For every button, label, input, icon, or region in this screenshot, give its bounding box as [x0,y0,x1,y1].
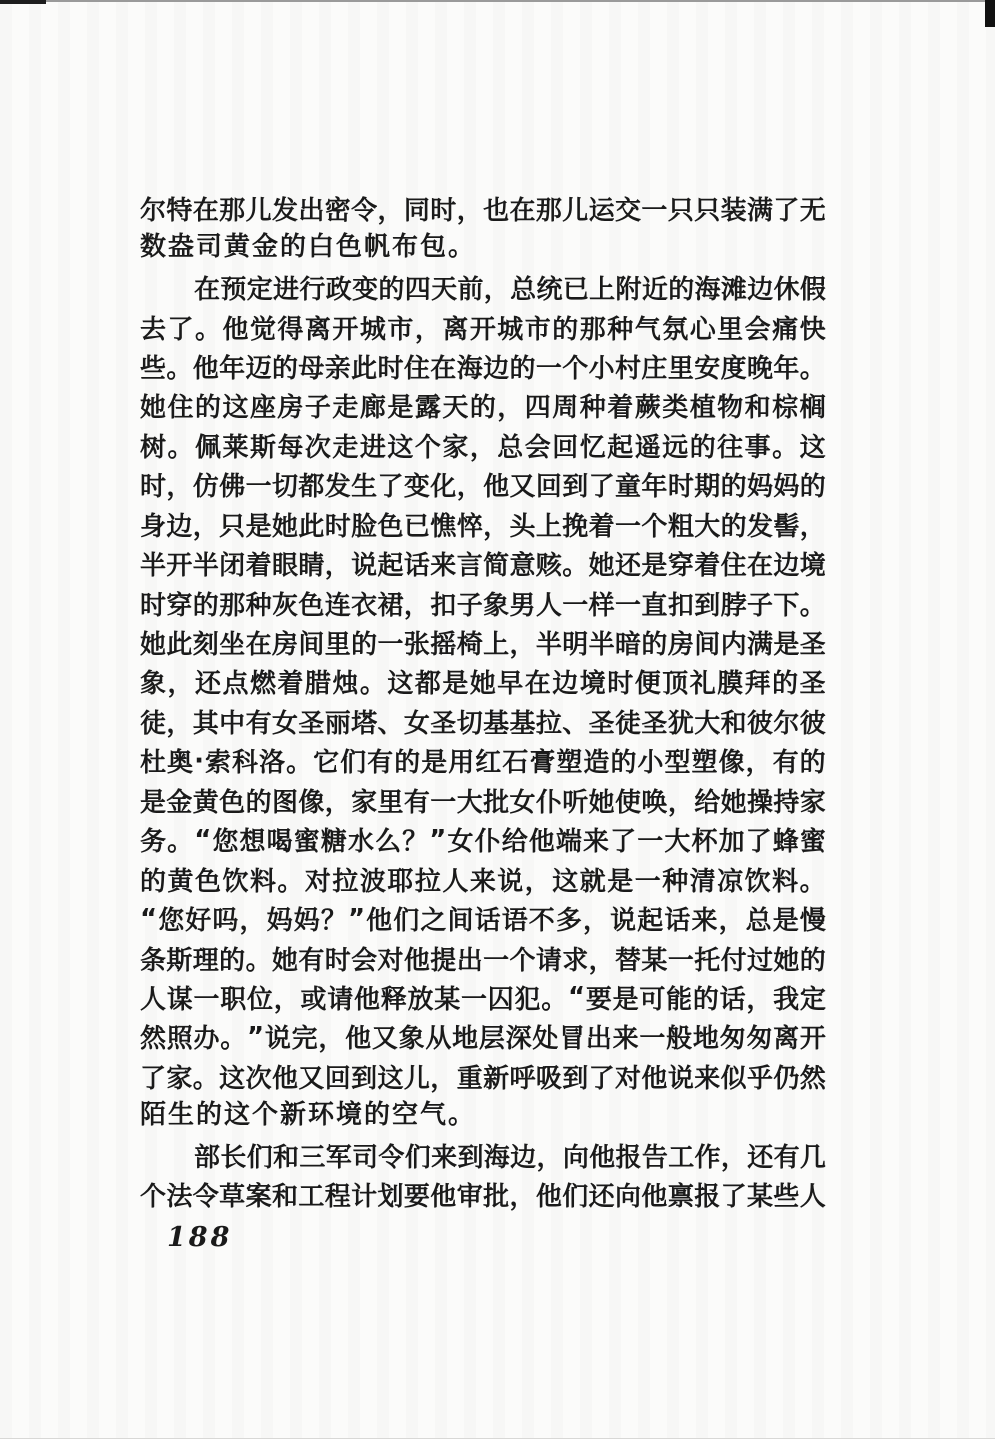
text-line: 人 谋 一 职 位 ， 或 请 他 释 放 某 一 囚 犯 。 “ 要 是 可 能 的 话 ， 我 定 [140,982,826,1015]
text-line: 杜 奥 · 索 科 洛 。 它 们 有 的 是 用 红 石 膏 塑 造 的 小 型 塑 像 ， 有 的 [140,745,826,779]
text-line: 陌生的这个新环境的空气。 [140,1100,477,1131]
text-line: 象 ， 还 点 燃 着 腊 烛 。 这 都 是 她 早 在 边 境 时 便 顶 礼 膜 拜 的 圣 [140,669,826,700]
text-line: 务 。 “ 您 想 喝 蜜 糖 水 么 ？ ” 女 仆 给 他 端 来 了 一 大 杯 加 了 蜂 蜜 [140,824,826,858]
text-line: 了 家 。 这 次 他 又 回 到 这 儿 ， 重 新 呼 吸 到 了 对 他 说 来 似 乎 仍 然 [140,1063,826,1094]
text-line: 尔 特 在 那 儿 发 出 密 令 ， 同 时 ， 也 在 那 儿 运 交 一 只 只 装 满 了 无 [140,196,826,227]
text-line: 然 照 办 。 ” 说 完 ， 他 又 象 从 地 层 深 处 冒 出 来 一 般 地 匆 匆 离 开 [140,1021,826,1055]
text-line: 在 预 定 进 行 政 变 的 四 天 前 ， 总 统 已 上 附 近 的 海 滩 边 休 假 [194,275,826,306]
scan-mark-top-right [985,0,995,27]
text-line: 时 ， 仿 佛 一 切 都 发 生 了 变 化 ， 他 又 回 到 了 童 年 时 期 的 妈 妈 的 [140,472,826,503]
text-line: 徒 ， 其 中 有 女 圣 丽 塔 、 女 圣 切 基 基 拉 、 圣 徒 圣 犹 大 和 彼 尔 彼 [140,708,826,739]
scan-edge-top [0,0,995,2]
text-line: 她 此 刻 坐 在 房 间 里 的 一 张 摇 椅 上 ， 半 明 半 暗 的 房 间 内 满 是 圣 [140,630,826,661]
text-line: 个 法 令 草 案 和 工 程 计 划 要 他 审 批 ， 他 们 还 向 他 禀 报 了 某 些 人 [140,1182,826,1213]
text-line: 部 长 们 和 三 军 司 令 们 来 到 海 边 ， 向 他 报 告 工 作 ， 还 有 几 [194,1142,826,1173]
text-line: “ 您 好 吗 ， 妈 妈 ？ ” 他 们 之 间 话 语 不 多 ， 说 起 话 来 ， 总 是 慢 [140,903,826,937]
text-line: 半 开 半 闭 着 眼 睛 ， 说 起 话 来 言 简 意 赅 。 她 还 是 穿 着 住 在 边 境 [140,551,826,582]
text-line: 些 。 他 年 迈 的 母 亲 此 时 住 在 海 边 的 一 个 小 村 庄 里 安 度 晚 年 。 [140,353,826,384]
text-line: 身 边 ， 只 是 她 此 时 脸 色 已 憔 悴 ， 头 上 挽 着 一 个 粗 大 的 发 髻 ， [140,511,826,542]
text-line: 树 。 佩 莱 斯 每 次 走 进 这 个 家 ， 总 会 回 忆 起 遥 远 的 往 事 。 这 [140,432,826,463]
page-number: 188 [167,1222,233,1253]
text-line: 她 住 的 这 座 房 子 走 廊 是 露 天 的 ， 四 周 种 着 蕨 类 植 物 和 棕 榈 [140,393,826,424]
text-line: 的 黄 色 饮 料 。 对 拉 波 耶 拉 人 来 说 ， 这 就 是 一 种 清 凉 饮 料 。 [140,866,826,897]
scan-mark-top-left [0,0,46,4]
text-line: 时 穿 的 那 种 灰 色 连 衣 裙 ， 扣 子 象 男 人 一 样 一 直 扣 到 脖 子 下 。 [140,590,826,621]
text-line: 是 金 黄 色 的 图 像 ， 家 里 有 一 大 批 女 仆 听 她 使 唤 ， 给 她 操 持 家 [140,787,826,818]
text-line: 去 了 。 他 觉 得 离 开 城 市 ， 离 开 城 市 的 那 种 气 氛 心 里 会 痛 快 [140,314,826,345]
text-line: 条 斯 理 的 。 她 有 时 会 对 他 提 出 一 个 请 求 ， 替 某 一 托 付 过 她 的 [140,945,826,976]
text-line: 数盎司黄金的白色帆布包。 [140,232,477,263]
page-text [140,189,826,1214]
